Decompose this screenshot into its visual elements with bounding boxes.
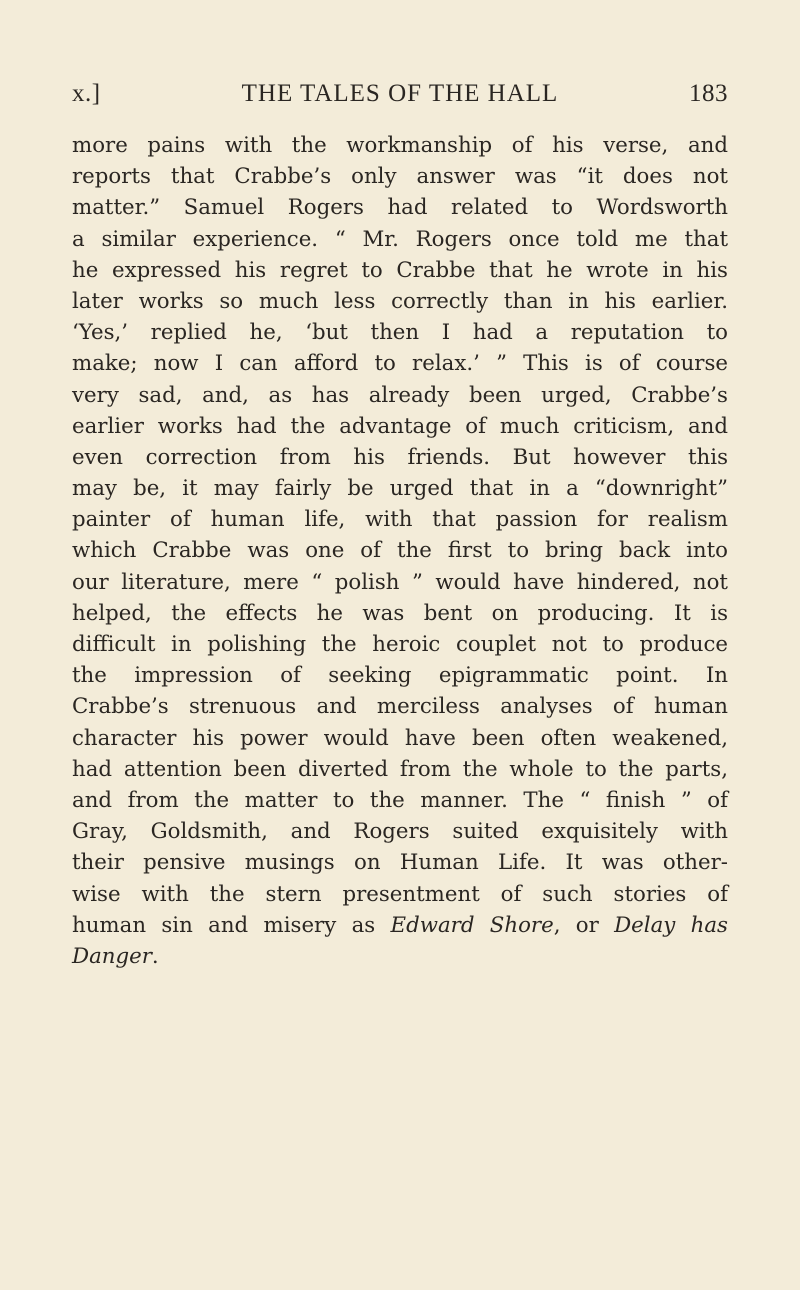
text-line: and from the matter to the manner. The “ finish ” of	[72, 787, 728, 813]
text-line: difficult in polishing the heroic couplet not to produce	[72, 632, 728, 657]
italic-title: Delay has	[614, 912, 728, 938]
italic-title: Edward Shore	[390, 912, 554, 938]
italic-title: Danger	[72, 943, 152, 969]
text-line: wise with the stern presentment of such stories of	[72, 881, 728, 907]
text-line: had attention been diverted from the whole to the parts,	[72, 756, 728, 782]
text-line: painter of human life, with that passion for realism	[72, 507, 728, 533]
text-line: their pensive musings on Human Life. It was other-	[72, 850, 728, 876]
text-line: earlier works had the advantage of much criticism, and	[72, 413, 728, 439]
text-line: helped, the effects he was bent on producing. It is	[72, 600, 728, 626]
text-line: the impression of seeking epigrammatic point. In	[72, 663, 728, 689]
text-line: a similar experience. “ Mr. Rogers once told me that	[72, 226, 728, 252]
line-text: , or	[553, 912, 615, 938]
text-line-last	[72, 941, 728, 972]
text-line: matter.” Samuel Rogers had related to Wordsworth	[72, 195, 728, 221]
text-line: may be, it may fairly be urged that in a “downright”	[72, 476, 728, 502]
text-line: reports that Crabbe’s only answer was “it does not	[72, 164, 728, 190]
line-text: human sin and misery as	[72, 912, 391, 938]
chapter-marker: x.]	[72, 80, 101, 107]
line-text: .	[151, 943, 159, 969]
text-line: very sad, and, as has already been urged, Crabbe’s	[72, 382, 728, 408]
body-paragraph	[72, 130, 728, 972]
text-line	[72, 910, 728, 941]
text-line: our literature, mere “ polish ” would have hindered, not	[72, 569, 728, 595]
text-line: ‘Yes,’ replied he, ‘but then I had a reputation to	[72, 320, 728, 346]
text-line: later works so much less correctly than in his earlier.	[72, 288, 728, 314]
text-line: make; now I can afford to relax.’ ” This is of course	[72, 351, 728, 377]
running-head	[72, 80, 728, 114]
text-line: which Crabbe was one of the first to bring back into	[72, 538, 728, 564]
text-line: more pains with the workmanship of his verse, and	[72, 133, 728, 158]
running-title: THE TALES OF THE HALL	[241, 80, 559, 107]
page-number: 183	[689, 80, 728, 107]
text-line: Crabbe’s strenuous and merciless analyses of human	[72, 694, 728, 720]
text-line: he expressed his regret to Crabbe that he wrote in his	[72, 257, 728, 283]
text-line: Gray, Goldsmith, and Rogers suited exquisitely with	[72, 819, 728, 845]
text-line: character his power would have been often weakened,	[72, 725, 728, 751]
text-line: even correction from his friends. But however this	[72, 444, 728, 470]
